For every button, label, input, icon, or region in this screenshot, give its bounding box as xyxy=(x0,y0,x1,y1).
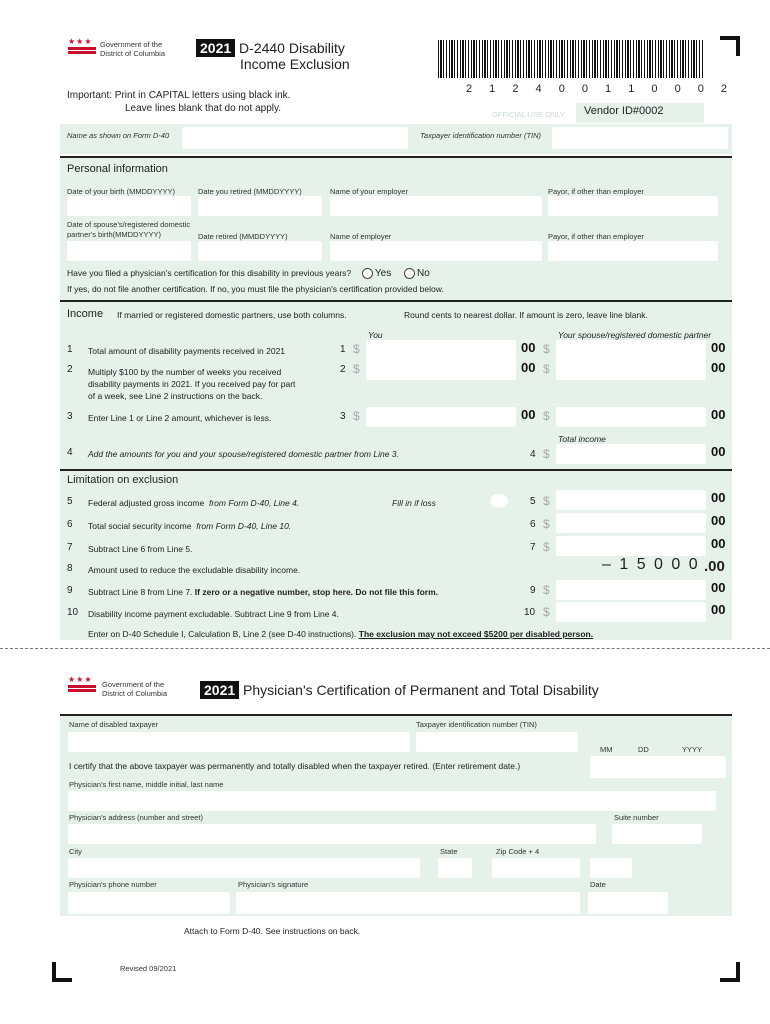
certify-statement: I certify that the above taxpayer was permanently and totally disabled when the taxpayer retired. (Enter retirement date.) xyxy=(69,761,521,771)
spouse-employer-label: Name of employer xyxy=(330,232,392,241)
corner-mark-top-right xyxy=(720,36,740,56)
yes-radio[interactable] xyxy=(362,268,373,279)
line-7-field[interactable] xyxy=(556,536,706,556)
cents: 00 xyxy=(711,490,726,505)
city-field[interactable] xyxy=(68,858,420,878)
certification-question: Have you filed a physician's certification for this disability in previous years? Yes No xyxy=(67,268,430,279)
birth-label: Date of your birth (MMDDYYYY) xyxy=(67,187,175,196)
city-label: City xyxy=(69,847,82,856)
important-note: Important: Print in CAPITAL letters using black ink. Leave lines blank that do not apply. xyxy=(67,90,291,114)
corner-mark-bottom-right xyxy=(720,962,740,982)
line-number: 4 xyxy=(67,447,73,458)
signature-field[interactable] xyxy=(236,892,580,914)
dollar-sign: $ xyxy=(543,583,550,597)
loss-oval[interactable] xyxy=(490,494,508,508)
payor-field[interactable] xyxy=(548,196,718,216)
line-8-label: Amount used to reduce the excludable disability income. xyxy=(88,565,301,575)
retirement-date-field[interactable] xyxy=(590,756,726,778)
spouse-payor-label: Payor, if other than employer xyxy=(548,232,644,241)
line-6-label: Total social security income from Form D-40, Line 10. xyxy=(88,521,292,531)
divider xyxy=(60,156,732,158)
revised-note: Revised 09/2021 xyxy=(120,964,177,973)
birth-date-field[interactable] xyxy=(67,196,191,216)
line-number: 6 xyxy=(67,519,73,530)
physician-address-field[interactable] xyxy=(68,824,596,844)
line-3-spouse-field[interactable] xyxy=(556,407,706,427)
line-number: 5 xyxy=(67,496,73,507)
limitation-title: Limitation on exclusion xyxy=(67,474,179,486)
line-number: 4 xyxy=(530,449,536,460)
spouse-retired-label: Date retired (MMDDYYYY) xyxy=(198,232,288,241)
line-4-total-field[interactable] xyxy=(556,444,706,464)
no-radio[interactable] xyxy=(404,268,415,279)
corner-mark-bottom-left xyxy=(52,962,72,982)
physician-tin-field[interactable] xyxy=(416,732,578,752)
physician-address-label: Physician's address (number and street) xyxy=(69,813,203,822)
cents: 00 xyxy=(711,513,726,528)
cents: 00 xyxy=(711,536,726,551)
enter-instruction: Enter on D-40 Schedule I, Calculation B, Line 2 (see D-40 instructions). The exclusion may not exceed $5200 per disabled person. xyxy=(88,629,594,639)
cents: .00 xyxy=(704,558,725,575)
line-number: 1 xyxy=(340,344,346,355)
line-2-you-field[interactable] xyxy=(366,360,516,380)
line-9-label: Subtract Line 8 from Line 7. If zero or a negative number, stop here. Do not file this form. xyxy=(88,587,439,597)
physician-tin-label: Taxpayer identification number (TIN) xyxy=(416,720,537,729)
zip-label: Zip Code + 4 xyxy=(496,847,540,856)
line-2-spouse-field[interactable] xyxy=(556,360,706,380)
cents: 00 xyxy=(711,580,726,595)
tin-label: Taxpayer identification number (TIN) xyxy=(420,131,542,140)
line-number: 9 xyxy=(530,585,536,596)
dollar-sign: $ xyxy=(353,342,360,356)
dollar-sign: $ xyxy=(543,362,550,376)
line-5-label: Federal adjusted gross income from Form D-40, Line 4. xyxy=(88,498,300,508)
line-number: 3 xyxy=(67,411,73,422)
physician-name-field[interactable] xyxy=(68,791,716,811)
disabled-name-label: Name of disabled taxpayer xyxy=(69,720,159,729)
name-field[interactable] xyxy=(182,127,408,149)
form-year: 2021 xyxy=(196,39,235,57)
line-6-field[interactable] xyxy=(556,513,706,533)
personal-title: Personal information xyxy=(67,163,168,175)
vendor-id: Vendor ID#0002 xyxy=(576,103,704,123)
line-number: 2 xyxy=(340,364,346,375)
gov-label: Government of the District of Columbia xyxy=(100,40,166,58)
state-field[interactable] xyxy=(438,858,472,878)
attach-note: Attach to Form D-40. See instructions on back. xyxy=(184,926,361,936)
line-2-label: Multiply $100 by the number of weeks you received disability payments in 2021. If you received pay for part of a week, see Line 2 instructions on the back. xyxy=(88,367,296,401)
barcode-digits: 2 1 2 4 0 0 1 1 0 0 0 2 xyxy=(466,83,735,95)
total-income-label: Total income xyxy=(558,434,606,444)
line-number: 6 xyxy=(530,519,536,530)
line-number: 7 xyxy=(67,542,73,553)
employer-label: Name of your employer xyxy=(330,187,408,196)
line-10-label: Disability income payment excludable. Subtract Line 9 from Line 4. xyxy=(88,609,339,619)
spouse-payor-field[interactable] xyxy=(548,241,718,261)
income-note-married: If married or registered domestic partners, use both columns. xyxy=(117,310,347,320)
line-number: 3 xyxy=(340,411,346,422)
mm-label: MM xyxy=(600,745,613,754)
dc-flag-logo: ★★★ xyxy=(68,38,96,56)
payor-label: Payor, if other than employer xyxy=(548,187,644,196)
line-4-label: Add the amounts for you and your spouse/registered domestic partner from Line 3. xyxy=(88,449,399,459)
divider xyxy=(60,300,732,302)
cents: 00 xyxy=(521,340,536,355)
line-number: 5 xyxy=(530,496,536,507)
dollar-sign: $ xyxy=(543,605,550,619)
retired-date-field[interactable] xyxy=(198,196,322,216)
cents: 00 xyxy=(521,360,536,375)
line-3-you-field[interactable] xyxy=(366,407,516,427)
state-label: State xyxy=(440,847,458,856)
line-7-label: Subtract Line 6 from Line 5. xyxy=(88,544,193,554)
disabled-name-field[interactable] xyxy=(68,732,410,752)
line-number: 10 xyxy=(524,607,536,618)
signature-label: Physician's signature xyxy=(238,880,309,889)
spouse-birth-label: Date of spouse's/registered domestic partner's birth(MMDDYYYY) xyxy=(67,220,191,239)
cents: 00 xyxy=(711,340,726,355)
form-title: 2021 D-2440 Disability Income Exclusion xyxy=(196,40,350,72)
cents: 00 xyxy=(711,360,726,375)
certification-note: If yes, do not file another certification. If no, you must file the physician's certification provided below. xyxy=(67,284,444,294)
zip-field[interactable] xyxy=(492,858,580,878)
dc-flag-logo: ★★★ xyxy=(68,676,96,694)
name-label: Name as shown on Form D-40 xyxy=(67,131,170,140)
yyyy-label: YYYY xyxy=(682,745,703,754)
cents: 00 xyxy=(521,407,536,422)
dollar-sign: $ xyxy=(543,494,550,508)
dollar-sign: $ xyxy=(543,342,550,356)
line-10-field[interactable] xyxy=(556,602,706,622)
line-number: 8 xyxy=(67,563,73,574)
cents: 00 xyxy=(711,407,726,422)
dollar-sign: $ xyxy=(353,409,360,423)
physician-name-label: Physician's first name, middle initial, last name xyxy=(69,780,224,789)
physician-title: 2021 Physician's Certification of Permanent and Total Disability xyxy=(200,682,599,698)
spouse-employer-field[interactable] xyxy=(330,241,542,261)
dollar-sign: $ xyxy=(543,409,550,423)
line-5-field[interactable] xyxy=(556,490,706,510)
suite-field[interactable] xyxy=(612,824,702,844)
zip-plus4-field[interactable] xyxy=(590,858,632,878)
line-3-label: Enter Line 1 or Line 2 amount, whichever is less. xyxy=(88,413,272,423)
line-number: 7 xyxy=(530,542,536,553)
dollar-sign: $ xyxy=(543,540,550,554)
barcode xyxy=(438,40,704,78)
line-9-field[interactable] xyxy=(556,580,706,600)
retired-label: Date you retired (MMDDYYYY) xyxy=(198,187,302,196)
dollar-sign: $ xyxy=(353,362,360,376)
line-number: 2 xyxy=(67,364,73,375)
employer-field[interactable] xyxy=(330,196,542,216)
spouse-retired-field[interactable] xyxy=(198,241,322,261)
line-number: 10 xyxy=(67,607,79,618)
spouse-column-header: Your spouse/registered domestic partner xyxy=(558,330,712,340)
income-title: Income xyxy=(67,308,104,320)
phone-label: Physician's phone number xyxy=(69,880,157,889)
phone-field[interactable] xyxy=(68,892,230,914)
fill-if-loss-label: Fill in if loss xyxy=(392,498,436,508)
you-column-header: You xyxy=(368,330,383,340)
line-1-label: Total amount of disability payments received in 2021 xyxy=(88,346,286,356)
income-note-round: Round cents to nearest dollar. If amount is zero, leave line blank. xyxy=(404,310,648,320)
gov-label: Government of the District of Columbia xyxy=(102,680,168,698)
line-number: 9 xyxy=(67,585,73,596)
spouse-birth-field[interactable] xyxy=(67,241,191,261)
date-field[interactable] xyxy=(588,892,668,914)
suite-label: Suite number xyxy=(614,813,659,822)
dd-label: DD xyxy=(638,745,649,754)
dollar-sign: $ xyxy=(543,517,550,531)
dollar-sign: $ xyxy=(543,447,550,461)
line-1-you-field[interactable] xyxy=(366,340,516,360)
line-8-value: – 1 5 0 0 0 xyxy=(602,556,700,573)
cents: 00 xyxy=(711,444,726,459)
cut-line xyxy=(0,648,770,649)
divider xyxy=(60,469,732,471)
official-use-label: OFFICIAL USE ONLY xyxy=(492,110,565,119)
line-1-spouse-field[interactable] xyxy=(556,340,706,360)
cents: 00 xyxy=(711,602,726,617)
tin-field[interactable] xyxy=(552,127,728,149)
line-number: 1 xyxy=(67,344,73,355)
date-label: Date xyxy=(590,880,606,889)
